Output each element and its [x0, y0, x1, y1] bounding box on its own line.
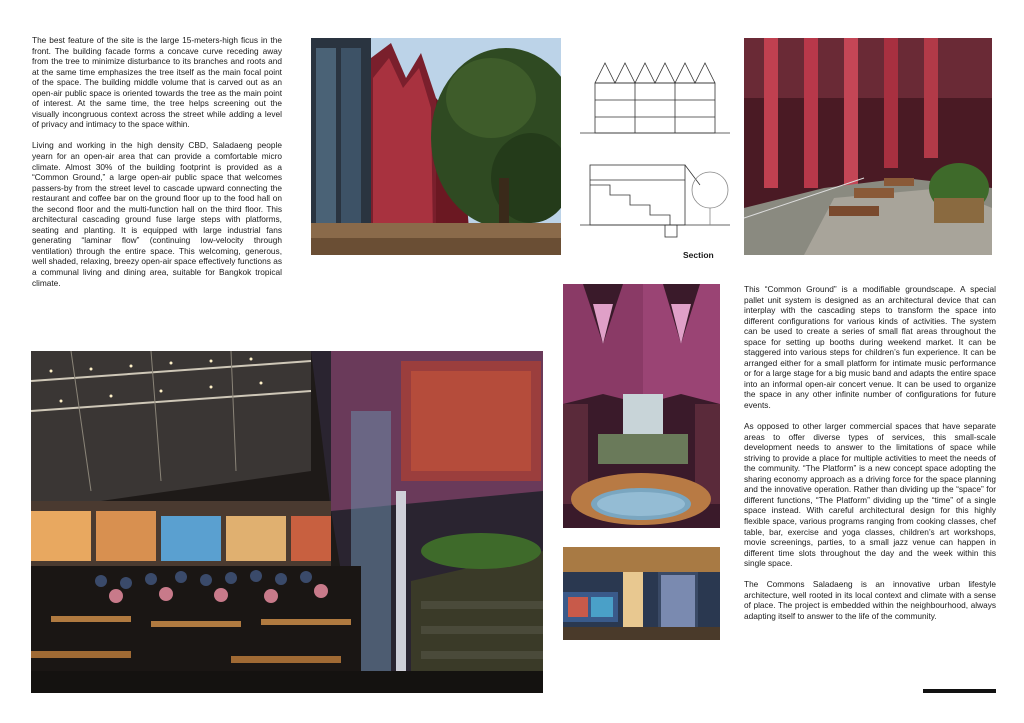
photo-facade-tree: [311, 38, 561, 255]
left-paragraph-1: The best feature of the site is the large 15-meters-high ficus in the front. The building facade forms a concave curve receding away from the tree to minimize disturbance to its branches and roots and at the same time emphasizes the tree itself as the main focal point of the space. The building middle volume that is carved out as an open-air public space is oriented towards the tree as the main point of interest. At the same time, the tree helps screening out the visually incongruous context across the street while adding a level of privacy and intimacy to the space within.: [32, 35, 282, 130]
left-text-column: [32, 35, 282, 299]
section-caption: Section: [683, 250, 714, 260]
photo-food-hall: [31, 351, 543, 693]
photo-cascading-steps: [744, 38, 992, 255]
footer-bar: [923, 689, 996, 693]
right-paragraph-2: As opposed to other larger commercial spaces that have separate areas to offer diverse types of services, this small-scale development needs to answer to the limitations of space while striving to provide a place for multiple activities to meet the needs of the community. “The Platform” is a new concept space adopting the sharing economy approach as a driving force for the space planning and the innovative operation. Rather than dividing up the “space” for different functions, “The Platform” dividing up the “time” of a single space instead. With careful architectural design for this highly flexible space, various programs ranging from cooking classes, chef table, bar, exercise and yoga classes, children’s art workshops, movie screenings, parties, to a small jazz venue can happen in different time slots throughout the day and the week within this single space.: [744, 421, 996, 569]
left-paragraph-2: Living and working in the high density CBD, Saladaeng people yearn for an open-air area that can provide a comfortable micro climate. Almost 30% of the building footprint is provided as a “Common Ground,” a large open-air public space that welcomes passers-by from the street level to cascade upward connecting the restaurant and coffee bar on the ground floor up to the food hall on the second floor and the multi-function hall on the third floor. This architectural cascading ground fuse large steps with platforms, seating and planting. It is equipped with large industrial fans generating “laminar flow” (continuing low-velocity through ventilation) through the entire space. This welcoming, generous, well shaded, relaxing, breezy open-air space effectively functions as a communal living and dining area, suitable for Bangkok tropical climate.: [32, 140, 282, 288]
section-drawing: [575, 55, 735, 240]
right-text-column: [744, 284, 996, 632]
right-paragraph-1: This “Common Ground” is a modifiable groundscape. A special pallet unit system is designed as an architectural device that can interplay with the cascading steps to transform the space into different configurations for various kinds of activities. The system can be used to create a series of small flat areas throughout the space for setting up booths during weekend market. It can be staggered into various steps for children’s fun experience. It can be arranged either for a small platform for intimate music performance or for a large stage for a big music band and adapts the entire space into an informal open-air concert venue. It can be used to organize the space in any other infinite number of configurations for future events.: [744, 284, 996, 411]
right-paragraph-3: The Commons Saladaeng is an innovative urban lifestyle architecture, well rooted in its local context and climate with a sense of place. The project is embedded within the neighbourhood, always adapting itself to answer to the life of the community.: [744, 579, 996, 621]
photo-night-facade: [563, 547, 720, 640]
photo-roof-peaks: [563, 284, 720, 528]
